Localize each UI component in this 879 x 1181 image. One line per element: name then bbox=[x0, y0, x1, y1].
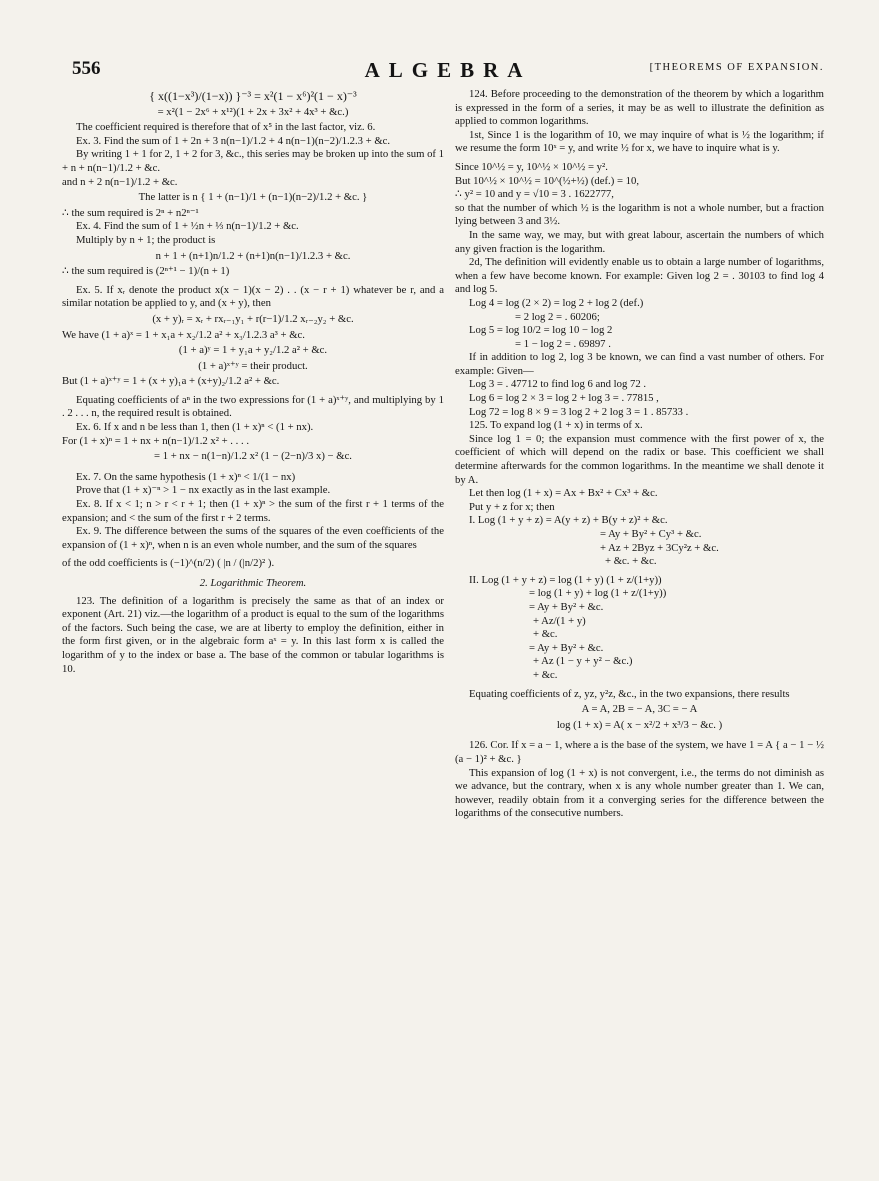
example-paragraph: Ex. 4. Find the sum of 1 + ½n + ⅓ n(n−1)/1.2 + &c. bbox=[76, 220, 299, 233]
equation-line: of the odd coefficients is (−1)^(n/2) ( |n / (|n/2)² ). bbox=[62, 557, 275, 570]
equation-line: ∴ the sum required is 2ⁿ + n2ⁿ⁻¹ bbox=[62, 206, 199, 219]
example-paragraph: Ex. 3. Find the sum of 1 + 2n + 3 n(n−1)/1.2 + 4 n(n−1)(n−2)/1.2.3 + &c. bbox=[76, 134, 391, 147]
equation-line: (1 + a)ˣ⁺ʸ = their product. bbox=[198, 359, 308, 372]
equation-line: Log 3 = . 47712 to find log 6 and log 72 . bbox=[469, 378, 647, 391]
equation-line: For (1 + x)ⁿ = 1 + nx + n(n−1)/1.2 x² + . . . . bbox=[62, 434, 250, 447]
equation-line: + &c. + &c. bbox=[605, 555, 657, 568]
example-paragraph: Ex. 7. On the same hypothesis (1 + x)ⁿ < 1/(1 − nx) bbox=[76, 470, 296, 483]
equation-line: The latter is n { 1 + (n−1)/1 + (n−1)(n−2)/1.2 + &c. } bbox=[138, 191, 368, 204]
paragraph: In the same way, we may, but with great labour, ascertain the numbers of which any given fraction is the logarithm. bbox=[455, 228, 824, 255]
paragraph: Since log 1 = 0; the expansion must commence with the first power of x, the coefficient of which will depend on the radix or base. This coefficient we shall determine afterwards for the common logarithms. In the meantime we shall denote it by A. bbox=[455, 432, 824, 486]
equation-line: and n + 2 n(n−1)/1.2 + &c. bbox=[62, 175, 178, 188]
section-title: [THEOREMS OF EXPANSION. bbox=[649, 62, 824, 73]
equation-line: (1 + a)ʸ = 1 + y₁a + y₂/1.2 a² + &c. bbox=[178, 344, 328, 357]
equation-line: = x²(1 − 2x⁶ + x¹²)(1 + 2x + 3x² + 4x³ + &c.) bbox=[157, 105, 349, 118]
equation-line: + Az + 2Byz + 3Cy²z + &c. bbox=[600, 541, 719, 554]
paragraph: If in addition to log 2, log 3 be known, we can find a vast number of others. For example: Given— bbox=[455, 351, 824, 377]
equation-line: { x((1−x³)/(1−x)) }⁻³ = x²(1 − x⁶)²(1 − x)⁻³ bbox=[149, 89, 357, 103]
paragraph: 126. Cor. If x = a − 1, where a is the base of the system, we have 1 = A { a − 1 − ½ (a − 1)² + &c. } bbox=[455, 739, 824, 765]
paragraph: Equating coefficients of z, yz, y²z, &c., in the two expansions, there results bbox=[469, 687, 790, 700]
equation-line: = 1 − log 2 = . 69897 . bbox=[515, 337, 611, 350]
paragraph: The coefficient required is therefore that of x⁵ in the last factor, viz. 6. bbox=[76, 121, 376, 134]
example-paragraph: Ex. 8. If x < 1; n > r < r + 1; then (1 + x)ⁿ > the sum of the first r + 1 terms of the expansion; and < the sum of the first r + 2 terms. bbox=[62, 498, 444, 524]
right-column bbox=[455, 88, 824, 821]
equation-line: A = A, 2B = − A, 3C = − A bbox=[581, 703, 698, 716]
paragraph: 1st, Since 1 is the logarithm of 10, we may inquire of what is ½ the logarithm; if we resume the form 10ˣ = y, and write ½ for x, we have to inquire what is y. bbox=[455, 128, 824, 155]
running-title: ALGEBRA bbox=[364, 58, 532, 82]
equation-line: Log 5 = log 10/2 = log 10 − log 2 bbox=[469, 324, 613, 337]
equation-line: + &c. bbox=[533, 628, 558, 641]
equation-line: ∴ y² = 10 and y = √10 = 3 . 1622777, bbox=[455, 188, 614, 201]
equation-line: II. Log (1 + y + z) = log (1 + y) (1 + z/(1+y)) bbox=[469, 573, 662, 586]
equation-line: Log 6 = log 2 × 3 = log 2 + log 3 = . 77815 , bbox=[469, 392, 659, 405]
equation-line: Log 72 = log 8 × 9 = 3 log 2 + 2 log 3 = 1 . 85733 . bbox=[469, 405, 689, 418]
equation-line: Put y + z for x; then bbox=[469, 500, 555, 513]
equation-line: ∴ the sum required is (2ⁿ⁺¹ − 1)/(n + 1) bbox=[62, 265, 230, 278]
left-column bbox=[62, 88, 444, 676]
paragraph: Prove that (1 + x)⁻ⁿ > 1 − nx exactly as in the last example. bbox=[76, 484, 331, 497]
paragraph: 124. Before proceeding to the demonstration of the theorem by which a logarithm is expressed in the form of a series, it may be as well to illustrate the definition as applied to common logarithms. bbox=[455, 88, 824, 128]
paragraph: Equating coefficients of aⁿ in the two expressions for (1 + a)ˣ⁺ʸ, and multiplying by 1 . 2 . . . n, the required result is obtained. bbox=[62, 393, 444, 420]
example-paragraph: Ex. 9. The difference between the sums of the squares of the even coefficients of the expansion of (1 + x)ⁿ, when n is an even whole number, and the sum of the squares bbox=[62, 525, 444, 551]
equation-line: Let then log (1 + x) = Ax + Bx² + Cx³ + &c. bbox=[469, 487, 658, 500]
paragraph: 123. The definition of a logarithm is precisely the same as that of an index or exponent (Art. 21) viz.—the logarithm of a product is equal to the sum of the logarithms of the factors. Such being the case, we are at liberty to employ the definition, either in the form first given, or in the algebraic form aˣ = y. In this last form x is called the logarithm of y to the index or base a. The base of the common or tabular logarithms is 10. bbox=[62, 594, 444, 675]
equation-line: = 1 + nx − n(1−n)/1.2 x² (1 − (2−n)/3 x) − &c. bbox=[154, 450, 352, 463]
paragraph: By writing 1 + 1 for 2, 1 + 2 for 3, &c., this series may be broken up into the sum of 1 + n + n(n−1)/1.2 + &c. bbox=[62, 148, 444, 174]
paragraph: 125. To expand log (1 + x) in terms of x. bbox=[469, 419, 643, 432]
equation-line: + &c. bbox=[533, 668, 558, 681]
equation-line: = 2 log 2 = . 60206; bbox=[515, 310, 600, 323]
equation-line: n + 1 + (n+1)n/1.2 + (n+1)n(n−1)/1.2.3 + &c. bbox=[155, 249, 351, 262]
page-number: 556 bbox=[72, 58, 101, 79]
equation-line: = Ay + By² + &c. bbox=[529, 641, 604, 654]
paragraph: so that the number of which ½ is the logarithm is not a whole number, but a fraction lying between 3 and 3½. bbox=[455, 201, 824, 228]
paragraph: 2d, The definition will evidently enable us to obtain a large number of logarithms, when a few have become known. For example: Given log 2 = . 30103 to find log 4 and log 5. bbox=[455, 256, 824, 296]
example-paragraph: Ex. 6. If x and n be less than 1, then (1 + x)ⁿ < (1 + nx). bbox=[76, 421, 314, 434]
equation-line: But (1 + a)ˣ⁺ʸ = 1 + (x + y)₁a + (x+y)₂/1.2 a² + &c. bbox=[62, 375, 280, 388]
section-heading: 2. Logarithmic Theorem. bbox=[199, 577, 307, 589]
equation-line: I. Log (1 + y + z) = A(y + z) + B(y + z)² + &c. bbox=[469, 514, 668, 527]
equation-line: But 10^½ × 10^½ = 10^(½+½) (def.) = 10, bbox=[455, 174, 640, 187]
equation-line: (x + y)ᵣ = xᵣ + rxᵣ₋₁y₁ + r(r−1)/1.2 xᵣ₋₂y₂ + &c. bbox=[152, 312, 354, 325]
equation-line: log (1 + x) = A( x − x²/2 + x³/3 − &c. ) bbox=[556, 718, 723, 731]
equation-line: We have (1 + a)ˣ = 1 + x₁a + x₂/1.2 a² + x₃/1.2.3 a³ + &c. bbox=[62, 328, 305, 341]
equation-line: = Ay + By² + &c. bbox=[529, 600, 604, 613]
equation-line: = Ay + By² + Cy³ + &c. bbox=[600, 528, 702, 540]
equation-line: Since 10^½ = y, 10^½ × 10^½ = y². bbox=[455, 160, 608, 173]
equation-line: + Az/(1 + y) bbox=[533, 614, 586, 627]
paragraph: Multiply by n + 1; the product is bbox=[76, 233, 216, 246]
page-header bbox=[72, 58, 824, 84]
equation-line: Log 4 = log (2 × 2) = log 2 + log 2 (def.) bbox=[469, 296, 644, 309]
equation-line: = log (1 + y) + log (1 + z/(1+y)) bbox=[529, 587, 667, 600]
example-paragraph: Ex. 5. If xᵣ denote the product x(x − 1)(x − 2) . . (x − r + 1) whatever be r, and a similar notation be applied to y, and (x + y), then bbox=[62, 283, 444, 310]
equation-line: + Az (1 − y + y² − &c.) bbox=[533, 655, 633, 668]
paragraph: This expansion of log (1 + x) is not convergent, i.e., the terms do not diminish as we advance, but the contrary, when x is any whole number greater than 1. We can, however, readily obtain from it a converging series for the difference between the logarithms of the consecutive numbers. bbox=[455, 766, 824, 820]
